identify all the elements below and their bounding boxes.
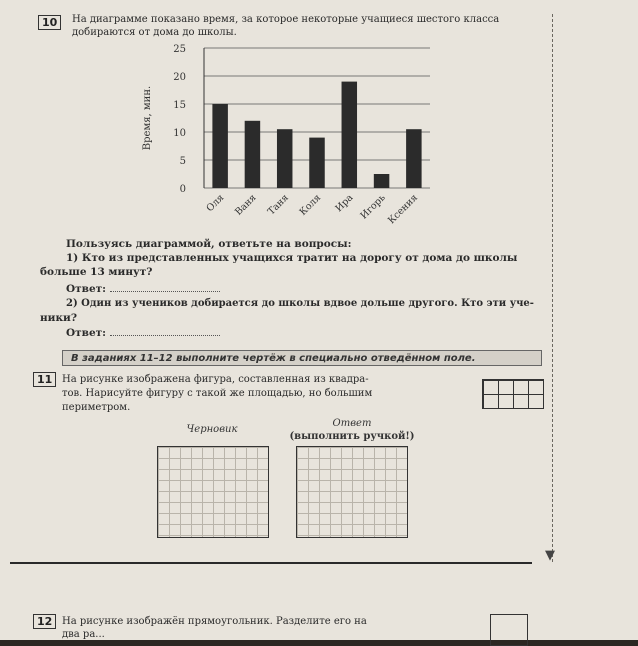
dashed-cut-line [552,14,553,562]
task-12-number: 12 [33,614,56,629]
task-10-question-2-line2: ники? [40,312,77,324]
task-12-line1: На рисунке изображён прямоугольник. Разделите его на [62,616,367,627]
y-tick-label-15: 15 [173,100,186,111]
task-12-line2: два ра... [62,629,105,640]
task-10-instructions: Пользуясь диаграммой, ответьте на вопросы: [66,238,352,250]
task-10-question-2-line1: 2) Один из учеников добирается до школы вдвое дольше другого. Кто эти уче- [66,298,534,309]
task-10-question-1-line2: больше 13 минут? [40,266,153,278]
y-tick-label-25: 25 [173,44,186,55]
answer-2-label: Ответ: [66,327,107,339]
x-tick-label-7: Ксения [386,192,420,227]
bar-6 [374,174,389,188]
section-banner: В заданиях 11–12 выполните чертёж в специально отведённом поле. [62,350,542,366]
y-tick-label-5: 5 [179,156,186,167]
answer-2-field[interactable] [110,325,220,336]
draft-grid[interactable] [157,446,269,538]
x-tick-label-6: Игорь [358,192,388,222]
task-11-line3: периметром. [62,402,131,413]
x-tick-label-1: Оля [204,192,227,215]
bar-2 [245,121,260,188]
x-tick-label-4: Коля [297,192,324,218]
y-tick-label-0: 0 [179,184,186,195]
task-10-number: 10 [38,15,61,30]
y-axis-label: Время, мин. [142,85,153,151]
y-tick-label-20: 20 [173,72,186,83]
answer-grid[interactable] [296,446,408,538]
x-tick-label-3: Таня [265,192,291,218]
x-tick-label-5: Ира [333,192,356,215]
bar-5 [342,82,357,188]
task-10-intro-line2: добираются от дома до школы. [72,27,237,38]
bar-7 [406,129,421,188]
answer-1-field[interactable] [110,281,220,292]
page-divider-line [10,562,532,564]
task-11-number: 11 [33,372,56,387]
task-10-question-1-line1: 1) Кто из представленных учащихся тратит на дорогу от дома до школы [66,252,518,264]
answer-box-label: Ответ [332,418,372,429]
task-10-intro-line1: На диаграмме показано время, за которое некоторые учащиеся шестого класса [72,14,500,25]
bar-3 [277,129,292,188]
arrow-down-icon: ▼ [545,548,555,563]
answer-1-label: Ответ: [66,283,107,295]
task-11-line2: тов. Нарисуйте фигуру с такой же площадью, но большим [62,388,373,399]
rectangle-figure [490,614,528,646]
bar-1 [212,104,227,188]
x-tick-label-2: Ваня [233,192,259,218]
bar-4 [309,138,324,188]
travel-time-bar-chart [130,38,470,228]
task-10-answer-1 [66,281,220,296]
figure-of-squares [482,379,544,409]
draft-label: Черновик [186,424,238,435]
task-10-answer-2 [66,325,220,340]
task-11-line1: На рисунке изображена фигура, составленная из квадра- [62,374,369,385]
y-tick-label-10: 10 [173,128,186,139]
answer-box-note: (выполнить ручкой!) [289,431,415,442]
